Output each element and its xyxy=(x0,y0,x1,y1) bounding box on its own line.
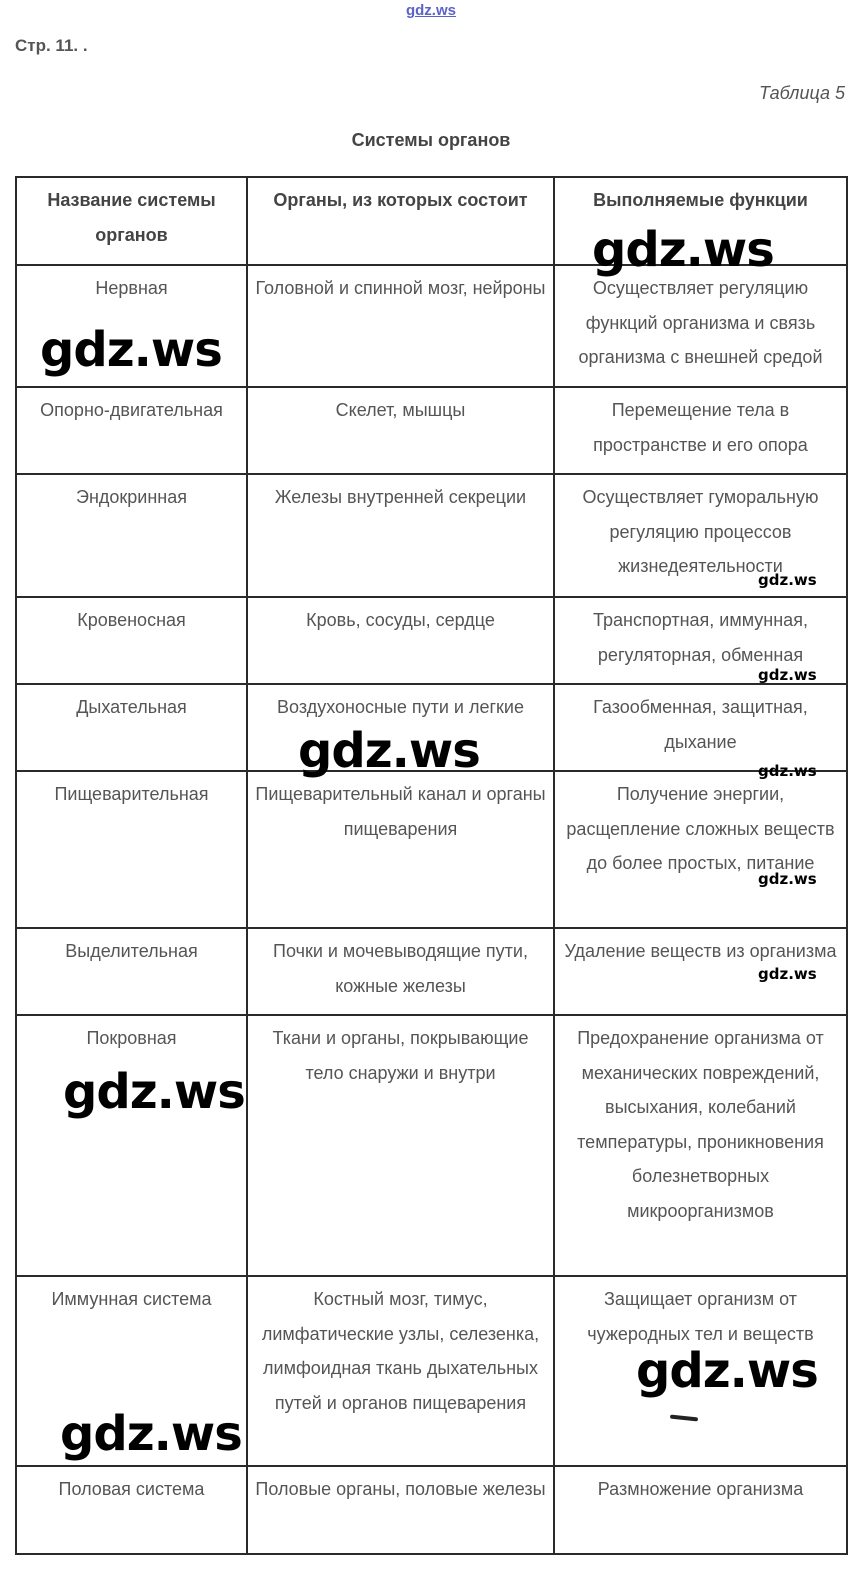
watermark-overlay: gdz.ws xyxy=(298,723,480,779)
watermark-overlay: gdz.ws xyxy=(758,870,817,888)
cell-functions: Осуществляет регуляцию функций организма и связь организма с внешней средой xyxy=(554,265,847,387)
cell-organs: Кровь, сосуды, сердце xyxy=(247,597,554,684)
cell-functions: Перемещение тела в пространстве и его опора xyxy=(554,387,847,474)
table-row xyxy=(16,928,847,1015)
watermark-overlay: gdz.ws xyxy=(40,322,222,378)
cell-system-name: Кровеносная xyxy=(16,597,247,684)
cell-functions: Предохранение организма от механических повреждений, высыхания, колебаний температуры, проникновения болезнетворных микроорганизмов xyxy=(554,1015,847,1276)
cell-system-name: Покровная xyxy=(16,1015,247,1276)
watermark-overlay: gdz.ws xyxy=(60,1406,242,1462)
table-row xyxy=(16,474,847,597)
watermark-overlay: gdz.ws xyxy=(758,965,817,983)
cell-organs: Воздухоносные пути и легкие xyxy=(247,684,554,771)
top-watermark-link[interactable]: gdz.ws xyxy=(405,2,456,19)
cell-organs: Скелет, мышцы xyxy=(247,387,554,474)
cell-system-name: Дыхательная xyxy=(16,684,247,771)
cell-system-name: Иммунная система xyxy=(16,1276,247,1466)
watermark-overlay: gdz.ws xyxy=(758,571,817,589)
cell-functions: Размножение организма xyxy=(554,1466,847,1554)
cell-system-name: Выделительная xyxy=(16,928,247,1015)
table-number-label: Таблица 5 xyxy=(758,83,845,103)
cell-system-name: Половая система xyxy=(16,1466,247,1554)
cell-system-name: Пищеварительная xyxy=(16,771,247,928)
cell-system-name: Опорно-двигательная xyxy=(16,387,247,474)
watermark-overlay: gdz.ws xyxy=(636,1343,818,1399)
header-system-name: Название системы органов xyxy=(16,177,247,265)
cell-organs: Головной и спинной мозг, нейроны xyxy=(247,265,554,387)
cell-functions: Транспортная, иммунная, регуляторная, обменная xyxy=(554,597,847,684)
cell-organs: Костный мозг, тимус, лимфатические узлы, селезенка, лимфоидная ткань дыхательных путей и органов пищеварения xyxy=(247,1276,554,1466)
header-organs: Органы, из которых состоит xyxy=(247,177,554,265)
table-title: Системы органов xyxy=(351,130,511,150)
cell-functions: Удаление веществ из организма xyxy=(554,928,847,1015)
cell-system-name: Эндокринная xyxy=(16,474,247,597)
cell-functions: Защищает организм от чужеродных тел и веществ xyxy=(554,1276,847,1466)
cell-system-name: Нервная xyxy=(16,265,247,387)
cell-functions: Газообменная, защитная, дыхание xyxy=(554,684,847,771)
cell-organs: Половые органы, половые железы xyxy=(247,1466,554,1554)
cell-functions: Осуществляет гуморальную регуляцию процессов жизнедеятельности xyxy=(554,474,847,597)
header-functions: Выполняемые функции xyxy=(554,177,847,265)
cell-organs: Ткани и органы, покрывающие тело снаружи и внутри xyxy=(247,1015,554,1276)
watermark-overlay: gdz.ws xyxy=(63,1064,245,1120)
cell-functions: Получение энергии, расщепление сложных веществ до более простых, питание xyxy=(554,771,847,928)
table-row xyxy=(16,771,847,928)
watermark-overlay: gdz.ws xyxy=(758,666,817,684)
table-row xyxy=(16,1015,847,1276)
cell-organs: Пищеварительный канал и органы пищеварения xyxy=(247,771,554,928)
table-row xyxy=(16,387,847,474)
watermark-overlay: gdz.ws xyxy=(758,762,817,780)
table-row xyxy=(16,1466,847,1554)
table-row xyxy=(16,597,847,684)
cell-organs: Почки и мочевыводящие пути, кожные железы xyxy=(247,928,554,1015)
watermark-overlay: gdz.ws xyxy=(592,222,774,278)
page-reference: Стр. 11. . xyxy=(15,36,88,55)
cell-organs: Железы внутренней секреции xyxy=(247,474,554,597)
